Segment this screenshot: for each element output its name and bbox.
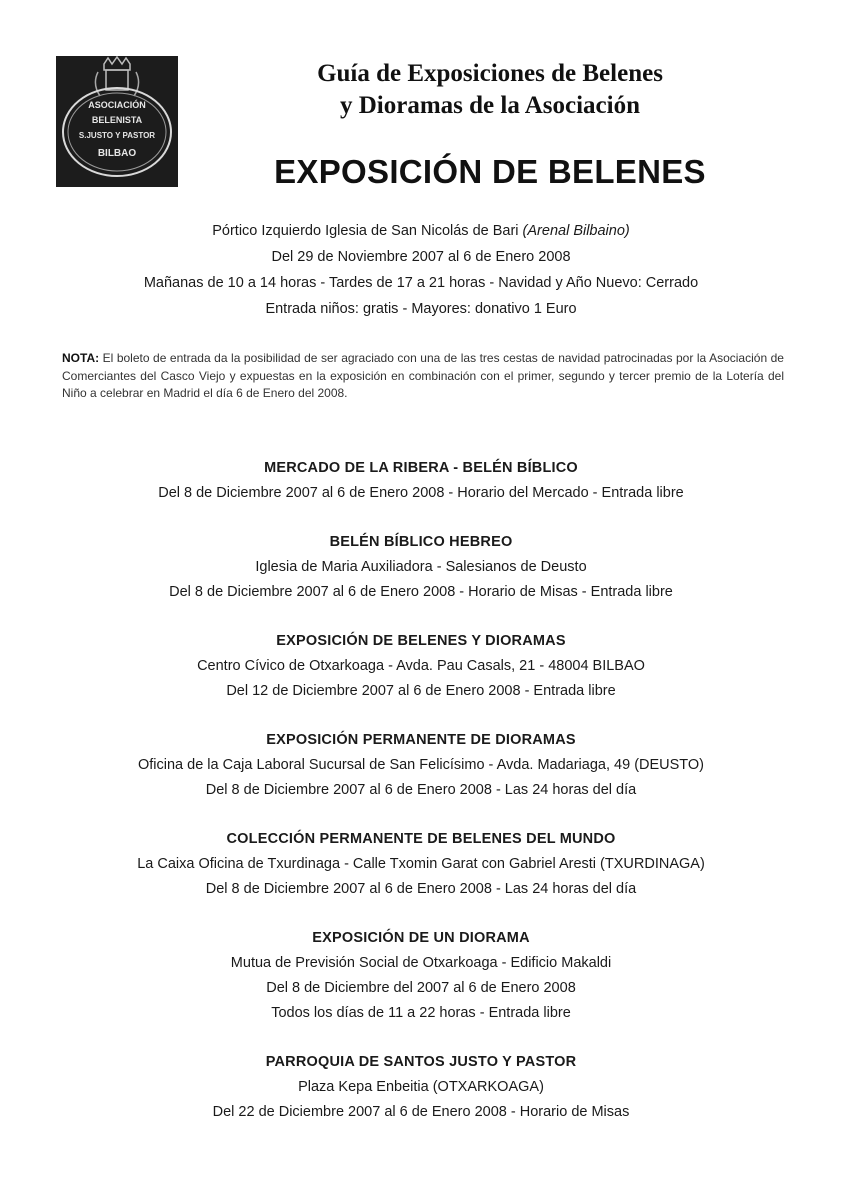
exhibition-heading: EXPOSICIÓN PERMANENTE DE DIORAMAS bbox=[266, 732, 576, 748]
exhibition-detail-line: Todos los días de 11 a 22 horas - Entrada libre bbox=[271, 1005, 571, 1021]
exhibition-detail-line: Oficina de la Caja Laboral Sucursal de San Felicísimo - Avda. Madariaga, 49 (DEUSTO) bbox=[137, 757, 705, 773]
exhibition-detail-line: Del 8 de Diciembre del 2007 al 6 de Enero 2008 bbox=[266, 980, 576, 996]
exhibition-entry bbox=[30, 926, 812, 1026]
exhibition-detail-line: Del 8 de Diciembre 2007 al 6 de Enero 2008 - Las 24 horas del día bbox=[205, 881, 637, 897]
exhibition-heading: PARROQUIA DE SANTOS JUSTO Y PASTOR bbox=[265, 1054, 577, 1070]
note-label: NOTA: bbox=[62, 351, 100, 365]
exhibition-detail-line: Del 8 de Diciembre 2007 al 6 de Enero 2008 - Horario de Misas - Entrada libre bbox=[169, 584, 673, 600]
exhibition-detail-line: La Caixa Oficina de Txurdinaga - Calle Txomin Garat con Gabriel Aresti (TXURDINAGA) bbox=[137, 856, 705, 872]
exhibition-detail-line: Del 8 de Diciembre 2007 al 6 de Enero 2008 - Las 24 horas del día bbox=[205, 782, 637, 798]
association-logo bbox=[56, 56, 178, 187]
exhibition-detail-line: Del 22 de Diciembre 2007 al 6 de Enero 2008 - Horario de Misas bbox=[212, 1104, 630, 1120]
svg-text:S.JUSTO Y PASTOR: S.JUSTO Y PASTOR bbox=[78, 131, 156, 140]
svg-text:BELENISTA: BELENISTA bbox=[91, 115, 143, 125]
intro-hours: Mañanas de 10 a 14 horas - Tardes de 17 a 21 horas - Navidad y Año Nuevo: Cerrado bbox=[143, 275, 699, 291]
exhibition-detail-line: Centro Cívico de Otxarkoaga - Avda. Pau Casals, 21 - 48004 BILBAO bbox=[197, 658, 645, 674]
association-seal-image bbox=[56, 56, 178, 187]
guide-title-line-1: Guía de Exposiciones de Belenes bbox=[317, 60, 663, 87]
exhibition-heading: COLECCIÓN PERMANENTE DE BELENES DEL MUNDO bbox=[226, 831, 616, 847]
note-paragraph bbox=[62, 350, 784, 403]
exhibition-heading: BELÉN BÍBLICO HEBREO bbox=[329, 534, 513, 550]
exhibition-detail-line: Del 8 de Diciembre 2007 al 6 de Enero 2008 - Horario del Mercado - Entrada libre bbox=[158, 485, 684, 501]
exhibition-detail-line: Del 12 de Diciembre 2007 al 6 de Enero 2008 - Entrada libre bbox=[226, 683, 616, 699]
exhibition-entry bbox=[30, 728, 812, 803]
intro-entry: Entrada niños: gratis - Mayores: donativo 1 Euro bbox=[265, 301, 577, 317]
note-text: El boleto de entrada da la posibilidad de ser agraciado con una de las tres cestas de navidad patrocinadas por la Asociación de Comerciantes del Casco Viejo y expuestas en la exposición en combinación con el primer, segundo y tercer premio de la Lotería del Niño a celebrar en Madrid el día 6 de Enero del 2008. bbox=[62, 351, 784, 400]
intro-location-text: Pórtico Izquierdo Iglesia de San Nicolás de Bari bbox=[212, 223, 519, 239]
exhibition-detail-line: Mutua de Previsión Social de Otxarkoaga - Edificio Makaldi bbox=[230, 955, 612, 971]
exhibition-detail-line: Plaza Kepa Enbeitia (OTXARKOAGA) bbox=[298, 1079, 544, 1095]
guide-title bbox=[190, 58, 790, 122]
guide-title-line-2: y Dioramas de la Asociación bbox=[340, 92, 640, 119]
intro-block bbox=[40, 218, 802, 322]
exhibition-heading: MERCADO DE LA RIBERA - BELÉN BÍBLICO bbox=[264, 460, 578, 476]
exhibition-heading: EXPOSICIÓN DE UN DIORAMA bbox=[312, 930, 530, 946]
main-title: EXPOSICIÓN DE BELENES bbox=[274, 153, 706, 190]
svg-text:BILBAO: BILBAO bbox=[97, 148, 137, 159]
exhibitions-list bbox=[30, 456, 812, 1149]
exhibition-entry bbox=[30, 629, 812, 704]
exhibition-entry bbox=[30, 827, 812, 902]
exhibition-entry bbox=[30, 1050, 812, 1125]
exhibition-entry bbox=[30, 456, 812, 506]
intro-dates: Del 29 de Noviembre 2007 al 6 de Enero 2008 bbox=[271, 249, 571, 265]
intro-location-note: (Arenal Bilbaino) bbox=[522, 223, 630, 239]
exhibition-entry bbox=[30, 530, 812, 605]
intro-location bbox=[40, 218, 802, 244]
exhibition-detail-line: Iglesia de Maria Auxiliadora - Salesianos de Deusto bbox=[255, 559, 587, 575]
svg-text:ASOCIACIÓN: ASOCIACIÓN bbox=[88, 100, 146, 110]
exhibition-heading: EXPOSICIÓN DE BELENES Y DIORAMAS bbox=[276, 633, 566, 649]
